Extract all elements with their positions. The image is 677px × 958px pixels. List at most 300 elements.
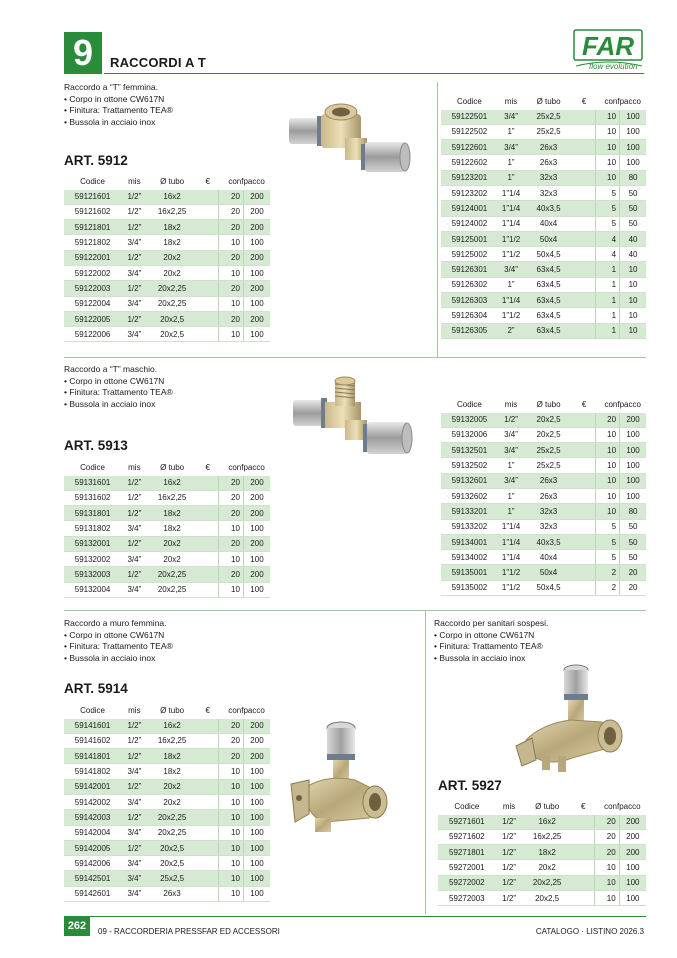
cell-mis: 3/4” [121, 327, 148, 342]
cell-diametro: 16x2,25 [148, 490, 197, 505]
cell-codice: 59141802 [64, 764, 121, 779]
cell-pacco: 50 [620, 185, 646, 200]
cell-prezzo [573, 443, 595, 458]
cell-prezzo [197, 506, 219, 521]
cell-mis: 1”1/4 [498, 519, 524, 534]
cell-mis: 1/2” [121, 536, 148, 551]
cell-codice: 59123201 [441, 170, 498, 185]
table-row [441, 565, 646, 580]
bullet: • Bussola in acciaio inox [64, 653, 173, 665]
desc-5927 [434, 618, 548, 664]
cell-pacco: 200 [243, 536, 270, 551]
cell-diametro: 20x2,25 [148, 582, 197, 597]
cell-pacco: 100 [243, 794, 270, 809]
cell-conf: 10 [595, 443, 619, 458]
table-row [438, 875, 646, 890]
cell-mis: 3/4” [121, 764, 148, 779]
cell-diametro: 20x2,25 [148, 296, 197, 311]
cell-pacco: 20 [620, 580, 646, 595]
cell-conf: 20 [219, 189, 243, 204]
cell-mis: 1”1/4 [498, 216, 524, 231]
cell-prezzo [197, 567, 219, 582]
cell-diametro: 25x2,5 [148, 871, 197, 886]
column-header-prezzo: € [580, 801, 586, 811]
cell-codice: 59132601 [441, 473, 498, 488]
cell-conf: 4 [595, 247, 619, 262]
cell-mis: 3/4” [498, 473, 524, 488]
cell-pacco: 10 [620, 308, 646, 323]
table-row [441, 262, 646, 277]
column-header-pacco: pacco [243, 705, 265, 715]
cell-codice: 59135001 [441, 565, 498, 580]
cell-prezzo [573, 504, 595, 519]
cell-prezzo [573, 427, 595, 442]
cell-codice: 59126302 [441, 277, 498, 292]
cell-pacco: 200 [243, 281, 270, 296]
cell-prezzo [573, 534, 595, 549]
cell-mis: 1/2” [496, 860, 523, 875]
cell-prezzo [573, 580, 595, 595]
table-row [64, 718, 270, 733]
cell-diametro: 20x2,5 [148, 856, 197, 871]
cell-pacco: 200 [620, 412, 646, 427]
table-row [64, 490, 270, 505]
cell-conf: 10 [219, 825, 243, 840]
cell-diametro: 25x2,5 [524, 124, 573, 139]
cell-codice: 59126303 [441, 293, 498, 308]
cell-prezzo [197, 521, 219, 536]
cell-diametro: 26x3 [524, 155, 573, 170]
cell-conf: 20 [219, 733, 243, 748]
cell-conf: 20 [219, 220, 243, 235]
column-header-diametro: Ø tubo [160, 176, 185, 186]
cell-prezzo [573, 247, 595, 262]
cell-pacco: 100 [243, 327, 270, 342]
table-row [441, 534, 646, 549]
cell-pacco: 100 [243, 871, 270, 886]
cell-mis: 1” [498, 504, 524, 519]
cell-diametro: 20x2 [148, 794, 197, 809]
table-row [64, 250, 270, 265]
cell-pacco: 200 [243, 311, 270, 326]
price-table-5912-left [64, 174, 270, 342]
cell-codice: 59133202 [441, 519, 498, 534]
art-title-5914: ART. 5914 [64, 681, 128, 696]
cell-conf: 10 [219, 810, 243, 825]
cell-mis: 1”1/2 [498, 231, 524, 246]
cell-pacco: 100 [619, 890, 646, 905]
cell-mis: 3/4” [498, 140, 524, 155]
cell-mis: 1/2” [121, 220, 148, 235]
column-header-diametro: Ø tubo [160, 705, 185, 715]
cell-codice: 59131602 [64, 490, 121, 505]
cell-mis: 1”1/2 [498, 308, 524, 323]
cell-codice: 59121601 [64, 189, 121, 204]
cell-diametro: 18x2 [148, 506, 197, 521]
cell-prezzo [197, 311, 219, 326]
cell-mis: 1”1/4 [498, 185, 524, 200]
cell-prezzo [572, 890, 595, 905]
cell-diametro: 20x2,5 [522, 890, 571, 905]
cell-codice: 59141801 [64, 749, 121, 764]
cell-prezzo [197, 235, 219, 250]
cell-diametro: 26x3 [524, 488, 573, 503]
cell-prezzo [197, 733, 219, 748]
cell-pacco: 100 [620, 488, 646, 503]
cell-pacco: 100 [243, 235, 270, 250]
cell-diametro: 32x3 [524, 170, 573, 185]
cell-conf: 4 [595, 231, 619, 246]
cell-pacco: 200 [243, 189, 270, 204]
cell-conf: 10 [219, 779, 243, 794]
cell-mis: 1/2” [121, 189, 148, 204]
table-row [64, 311, 270, 326]
cell-codice: 59132005 [441, 412, 498, 427]
price-table-5912-right [441, 94, 646, 339]
cell-codice: 59126304 [441, 308, 498, 323]
cell-pacco: 200 [619, 814, 646, 829]
cell-prezzo [197, 327, 219, 342]
table-row [441, 247, 646, 262]
table-row [64, 567, 270, 582]
cell-prezzo [197, 779, 219, 794]
cell-codice: 59122501 [441, 109, 498, 124]
cell-conf: 20 [219, 749, 243, 764]
cell-mis: 1/2” [496, 875, 523, 890]
table-row [64, 551, 270, 566]
cell-conf: 10 [595, 473, 619, 488]
cell-pacco: 200 [243, 749, 270, 764]
cell-diametro: 40x3,5 [524, 201, 573, 216]
column-header-conf: conf [228, 176, 244, 186]
chapter-rule [104, 73, 644, 74]
cell-mis: 3/4” [121, 235, 148, 250]
table-row [64, 189, 270, 204]
cell-mis: 1/2” [121, 475, 148, 490]
cell-conf: 10 [219, 764, 243, 779]
cell-codice: 59124002 [441, 216, 498, 231]
cell-conf: 20 [219, 281, 243, 296]
cell-diametro: 18x2 [522, 845, 571, 860]
chapter-title: RACCORDI A T [110, 55, 207, 70]
cell-conf: 2 [595, 565, 619, 580]
table-row [64, 475, 270, 490]
cell-diametro: 50x4 [524, 565, 573, 580]
cell-codice: 59142002 [64, 794, 121, 809]
cell-prezzo [573, 473, 595, 488]
cell-diametro: 20x2 [148, 536, 197, 551]
cell-prezzo [573, 293, 595, 308]
cell-diametro: 20x2,5 [148, 311, 197, 326]
table-row [64, 521, 270, 536]
cell-prezzo [197, 250, 219, 265]
cell-diametro: 18x2 [148, 521, 197, 536]
cell-pacco: 40 [620, 231, 646, 246]
cell-pacco: 100 [243, 886, 270, 901]
cell-diametro: 26x3 [524, 473, 573, 488]
table-row [438, 814, 646, 829]
cell-prezzo [573, 550, 595, 565]
cell-conf: 2 [595, 580, 619, 595]
art-title-5927: ART. 5927 [438, 778, 502, 793]
cell-codice: 59125001 [441, 231, 498, 246]
cell-mis: 1/2” [496, 829, 523, 844]
column-header-mis: mis [502, 801, 516, 811]
bullet: • Bussola in acciaio inox [434, 653, 548, 665]
cell-pacco: 100 [243, 779, 270, 794]
cell-codice: 59132003 [64, 567, 121, 582]
cell-prezzo [573, 185, 595, 200]
cell-conf: 20 [219, 536, 243, 551]
cell-prezzo [197, 204, 219, 219]
cell-mis: 3/4” [121, 825, 148, 840]
cell-diametro: 20x2 [148, 265, 197, 280]
cell-codice: 59121602 [64, 204, 121, 219]
cell-diametro: 16x2,25 [522, 829, 571, 844]
cell-prezzo [197, 794, 219, 809]
cell-conf: 10 [219, 840, 243, 855]
table-row [438, 845, 646, 860]
cell-conf: 10 [595, 458, 619, 473]
cell-prezzo [573, 458, 595, 473]
cell-diametro: 18x2 [148, 749, 197, 764]
cell-pacco: 200 [243, 506, 270, 521]
cell-pacco: 40 [620, 247, 646, 262]
cell-diametro: 63x4,5 [524, 293, 573, 308]
cell-mis: 1” [498, 124, 524, 139]
bullet: • Corpo in ottone CW617N [434, 630, 548, 642]
cell-mis: 1/2” [121, 506, 148, 521]
cell-codice: 59131801 [64, 506, 121, 521]
cell-conf: 10 [219, 871, 243, 886]
cell-prezzo [573, 565, 595, 580]
section-divider [64, 610, 646, 611]
table-row [64, 749, 270, 764]
cell-prezzo [197, 810, 219, 825]
table-row [64, 506, 270, 521]
column-header-pacco: pacco [619, 801, 641, 811]
cell-conf: 1 [595, 262, 619, 277]
cell-pacco: 80 [620, 170, 646, 185]
cell-codice: 59126301 [441, 262, 498, 277]
bullet: • Finitura: Trattamento TEA® [64, 387, 173, 399]
cell-conf: 10 [595, 124, 619, 139]
column-header-conf: conf [604, 96, 620, 106]
cell-diametro: 20x2,5 [148, 327, 197, 342]
cell-prezzo [572, 845, 595, 860]
cell-diametro: 16x2 [148, 189, 197, 204]
table-row [64, 794, 270, 809]
table-row [64, 220, 270, 235]
cell-prezzo [572, 829, 595, 844]
cell-diametro: 32x3 [524, 185, 573, 200]
cell-mis: 3/4” [121, 886, 148, 901]
cell-conf: 20 [219, 567, 243, 582]
cell-diametro: 25x2,5 [524, 458, 573, 473]
cell-conf: 10 [219, 582, 243, 597]
table-row [441, 504, 646, 519]
cell-diametro: 20x2,25 [148, 825, 197, 840]
cell-prezzo [572, 860, 595, 875]
column-header-prezzo: € [205, 462, 210, 472]
cell-mis: 1” [498, 458, 524, 473]
bullet: • Corpo in ottone CW617N [64, 630, 173, 642]
bullet: • Finitura: Trattamento TEA® [64, 641, 173, 653]
cell-pacco: 100 [243, 265, 270, 280]
cell-pacco: 10 [620, 323, 646, 338]
cell-codice: 59132006 [441, 427, 498, 442]
cell-prezzo [197, 764, 219, 779]
table-row [64, 204, 270, 219]
cell-mis: 1/2” [121, 204, 148, 219]
cell-mis: 3/4” [121, 582, 148, 597]
cell-pacco: 200 [243, 733, 270, 748]
cell-codice: 59142001 [64, 779, 121, 794]
cell-codice: 59141601 [64, 718, 121, 733]
cell-codice: 59134001 [441, 534, 498, 549]
cell-conf: 20 [594, 829, 619, 844]
cell-mis: 1” [498, 155, 524, 170]
cell-pacco: 100 [620, 473, 646, 488]
cell-conf: 10 [219, 886, 243, 901]
cell-diametro: 20x2,25 [148, 567, 197, 582]
cell-mis: 3/4” [498, 443, 524, 458]
cell-codice: 59271601 [438, 814, 496, 829]
cell-codice: 59121801 [64, 220, 121, 235]
cell-diametro: 16x2,25 [148, 733, 197, 748]
column-header-mis: mis [504, 96, 518, 106]
cell-diametro: 50x4,5 [524, 247, 573, 262]
cell-mis: 1/2” [121, 733, 148, 748]
cell-prezzo [573, 124, 595, 139]
table-row [64, 810, 270, 825]
cell-pacco: 100 [243, 840, 270, 855]
chapter-number: 9 [64, 32, 102, 74]
cell-pacco: 200 [243, 490, 270, 505]
table-row [64, 886, 270, 901]
bullet: • Finitura: Trattamento TEA® [434, 641, 548, 653]
column-header-prezzo: € [205, 705, 210, 715]
cell-mis: 1/2” [121, 311, 148, 326]
cell-diametro: 26x3 [524, 140, 573, 155]
column-header-conf: conf [228, 705, 244, 715]
cell-prezzo [573, 140, 595, 155]
cell-mis: 1”1/4 [498, 534, 524, 549]
column-header-conf: conf [228, 462, 244, 472]
cell-mis: 2” [498, 323, 524, 338]
cell-codice: 59134002 [441, 550, 498, 565]
cell-prezzo [573, 170, 595, 185]
cell-conf: 10 [219, 551, 243, 566]
cell-prezzo [197, 871, 219, 886]
cell-pacco: 100 [620, 140, 646, 155]
cell-codice: 59131601 [64, 475, 121, 490]
logo-text: FAR [582, 31, 634, 61]
cell-codice: 59122006 [64, 327, 121, 342]
cell-mis: 1/2” [121, 779, 148, 794]
cell-codice: 59141602 [64, 733, 121, 748]
table-row [441, 473, 646, 488]
section-divider [64, 357, 646, 358]
table-row [438, 829, 646, 844]
cell-codice: 59132602 [441, 488, 498, 503]
desc-title: Raccordo a “T” femmina. [64, 82, 158, 92]
column-header-mis: mis [128, 462, 141, 472]
cell-prezzo [197, 296, 219, 311]
column-header-prezzo: € [581, 96, 587, 106]
cell-pacco: 100 [620, 458, 646, 473]
cell-diametro: 32x3 [524, 504, 573, 519]
cell-pacco: 100 [620, 109, 646, 124]
cell-conf: 10 [594, 860, 619, 875]
desc-title: Raccordo a “T” maschio. [64, 364, 158, 374]
cell-mis: 1/2” [121, 250, 148, 265]
column-header-conf: conf [604, 801, 620, 811]
cell-conf: 20 [594, 845, 619, 860]
column-header-codice: Codice [80, 705, 105, 715]
cell-codice: 59122601 [441, 140, 498, 155]
column-header-diametro: Ø tubo [535, 801, 560, 811]
cell-conf: 20 [594, 814, 619, 829]
cell-pacco: 50 [620, 201, 646, 216]
cell-diametro: 16x2,25 [148, 204, 197, 219]
cell-diametro: 25x2,5 [524, 443, 573, 458]
cell-diametro: 16x2 [148, 475, 197, 490]
cell-codice: 59132001 [64, 536, 121, 551]
cell-diametro: 63x4,5 [524, 308, 573, 323]
cell-codice: 59132502 [441, 458, 498, 473]
cell-conf: 5 [595, 534, 619, 549]
price-table-5927 [438, 799, 646, 906]
price-table-5914 [64, 703, 270, 902]
cell-codice: 59142501 [64, 871, 121, 886]
column-header-codice: Codice [456, 96, 482, 106]
table-row [441, 277, 646, 292]
cell-diametro: 20x2,5 [148, 840, 197, 855]
cell-prezzo [197, 265, 219, 280]
cell-codice: 59122004 [64, 296, 121, 311]
cell-diametro: 63x4,5 [524, 262, 573, 277]
cell-conf: 20 [595, 412, 619, 427]
cell-conf: 10 [219, 235, 243, 250]
cell-conf: 10 [594, 875, 619, 890]
cell-diametro: 16x2 [148, 718, 197, 733]
desc-5913 [64, 364, 173, 410]
table-row [64, 265, 270, 280]
cell-pacco: 200 [243, 567, 270, 582]
cell-pacco: 200 [243, 220, 270, 235]
column-header-pacco: pacco [243, 176, 265, 186]
cell-codice: 59131802 [64, 521, 121, 536]
cell-conf: 5 [595, 519, 619, 534]
cell-prezzo [197, 856, 219, 871]
cell-pacco: 100 [620, 427, 646, 442]
cell-conf: 10 [595, 140, 619, 155]
cell-prezzo [573, 519, 595, 534]
cell-prezzo [573, 262, 595, 277]
table-row [441, 308, 646, 323]
product-image-tee-female [283, 100, 423, 185]
cell-pacco: 100 [243, 551, 270, 566]
cell-codice: 59133201 [441, 504, 498, 519]
cell-conf: 10 [219, 296, 243, 311]
table-row [64, 536, 270, 551]
footer-section-title: 09 - RACCORDERIA PRESSFAR ED ACCESSORI [98, 927, 280, 936]
cell-prezzo [197, 718, 219, 733]
table-row [441, 185, 646, 200]
product-image-suspended-fitting [512, 662, 630, 777]
table-row [64, 235, 270, 250]
